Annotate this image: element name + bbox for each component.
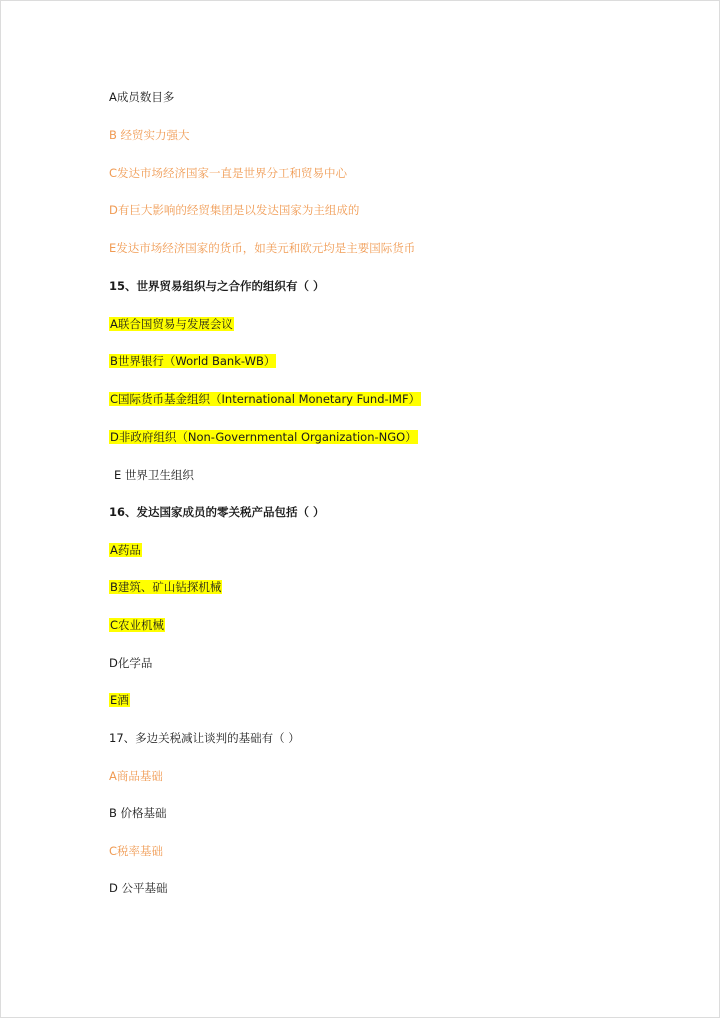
q17-option-d: D 公平基础 <box>109 881 168 895</box>
q15-option-e: E 世界卫生组织 <box>114 468 194 482</box>
q16-option-c-highlight: C农业机械 <box>110 618 165 632</box>
q15-option-b-highlight: B世界银行（World Bank-WB） <box>110 354 276 368</box>
q15-option-a <box>109 315 234 333</box>
q14-option-d: D有巨大影响的经贸集团是以发达国家为主组成的 <box>109 203 360 217</box>
q14-option-a: A成员数目多 <box>109 90 175 104</box>
q17-option-b: B 价格基础 <box>109 806 167 820</box>
q17-option-c: C税率基础 <box>109 844 164 858</box>
q15-option-c <box>109 390 421 408</box>
q16-option-a-highlight: A药品 <box>110 543 141 557</box>
q16-option-c <box>109 616 165 634</box>
q16-option-d: D化学品 <box>109 656 153 670</box>
q15-option-b <box>109 352 276 370</box>
q15-option-a-highlight: A联合国贸易与发展会议 <box>110 317 233 331</box>
q15-question: 15、世界贸易组织与之合作的组织有（ ） <box>109 279 325 293</box>
q17-option-a: A商品基础 <box>109 769 163 783</box>
q16-option-e-highlight: E酒 <box>110 693 129 707</box>
q16-option-b <box>109 578 222 596</box>
q16-option-e <box>109 691 130 709</box>
q15-option-d-highlight: D非政府组织（Non-Governmental Organization-NGO） <box>110 430 417 444</box>
q16-question: 16、发达国家成员的零关税产品包括（ ） <box>109 505 325 519</box>
q14-option-e: E发达市场经济国家的货币，如美元和欧元均是主要国际货币 <box>109 241 416 255</box>
q17-question: 17、多边关税减让谈判的基础有（ ） <box>109 731 300 745</box>
q15-option-d <box>109 428 418 446</box>
q16-option-b-highlight: B建筑、矿山钻探机械 <box>110 580 222 594</box>
q16-option-a <box>109 541 142 559</box>
q14-option-c: C发达市场经济国家一直是世界分工和贸易中心 <box>109 166 348 180</box>
q15-option-c-highlight: C国际货币基金组织（International Monetary Fund-IMF） <box>110 392 421 406</box>
q14-option-b: B 经贸实力强大 <box>109 128 190 142</box>
